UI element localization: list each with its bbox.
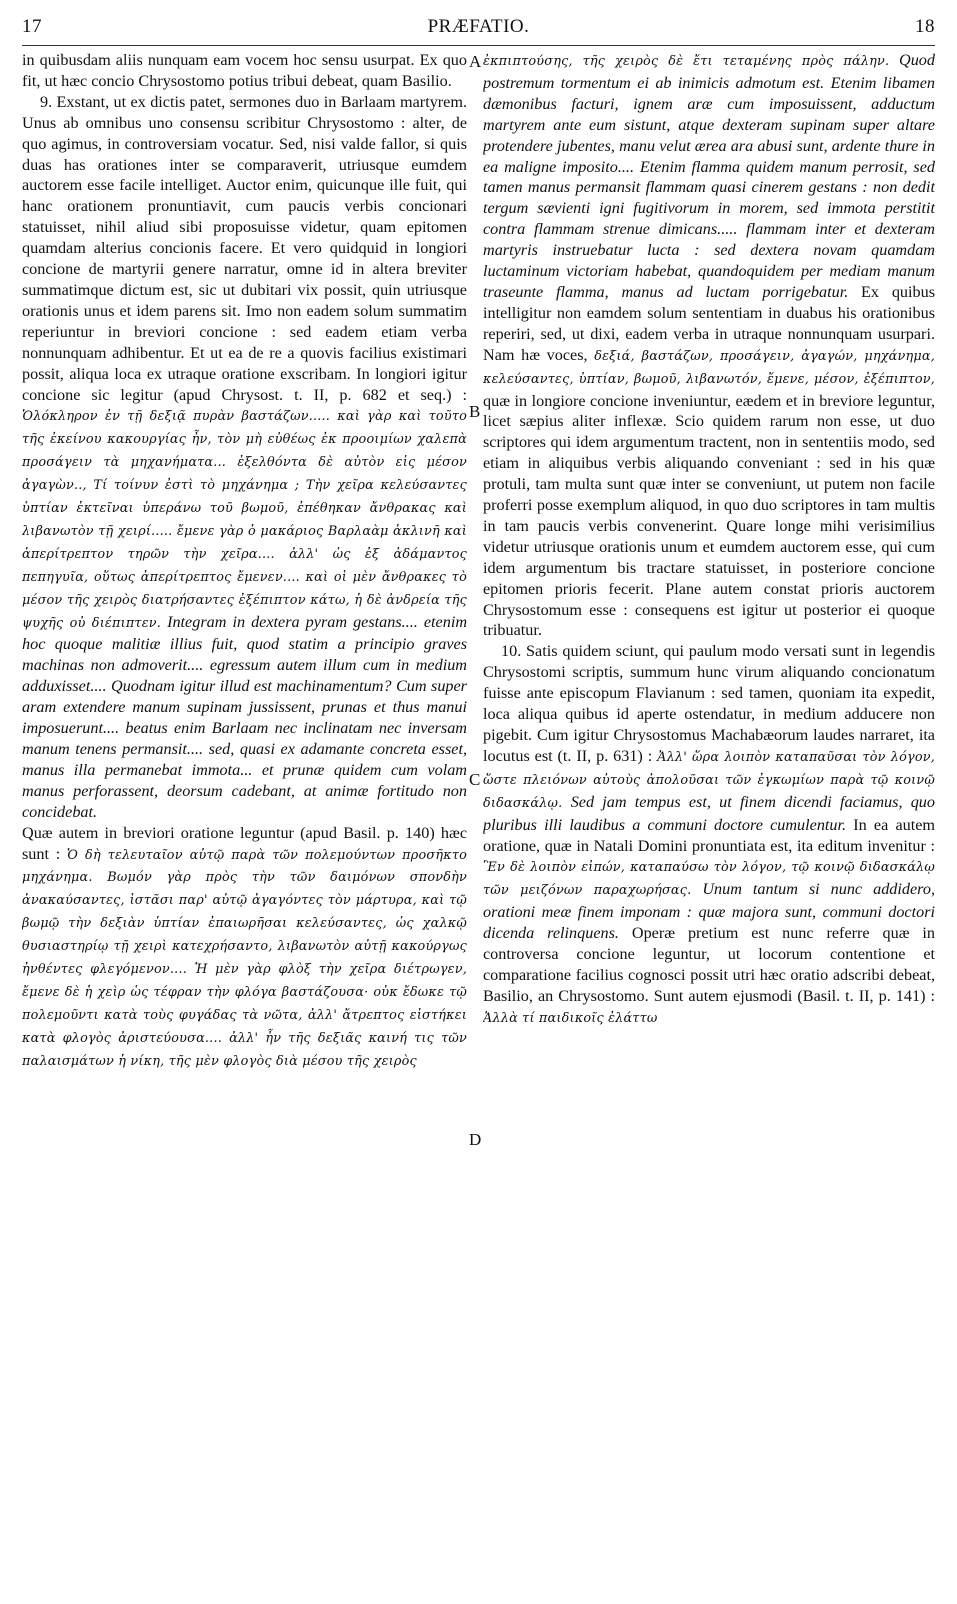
latin-text: 9. Exstant, ut ex dictis patet, sermones duo in Barlaam martyrem. Unus ab omnibus uno consensu scribitur Chrysostomo : alter, de quo agimus, in controversiam vocatur. Sed, nisi valde fallor, si quis duas has orationes inter se comparaverit, utriusque eumdem auctorem esse facile intelliget. Auctor enim, quicunque ille fuit, qui hanc orationem pronuntiavit, cum paucis verbis concionari statuisset, nihil aliud sibi proposuisse videtur, quam epitomen quamdam alterius concionis facere. Et vero quidquid in longiori concione de martyrii genere narratur, omne id in altera breviter summatimque dictum est, sic ut dubitari vix possit, quin utriusque orationis unus et idem parens sit. Imo non eadem solum summatim reperiuntur in breviori concione : sed eadem etiam verba nonnunquam adhibentur. Et ut ea de re a quovis facilius existimari possit, aliqua loca ex utraque oratione exscribam. In longiori igitur concione sic legitur (apud Chrysost. t. II, p. 682 et seq.) :	[22, 92, 467, 404]
header-rule	[22, 45, 935, 46]
latin-translation-longer-oration: Integram in dextera pyram gestans.... etenim hoc quoque malitiæ illius fuit, quod statim a principio graves machinas non admoverit.... egressum autem illum cum in medium adduxisset.... Quodnam igitur illud est machinamentum? Cum super aram extendere manum supinam jussissent, prunas et thus manui imposuerunt.... beatus enim Barlaam nec inclinatam nec inversam manum tenens permansit.... sed, quasi ex adamante concreta esset, manus illa permanebat immota... et prunæ quidem cum volam manus perforassent, deorsum cadebant, at animæ fortitudo non concidebat.	[22, 612, 467, 821]
latin-text: Ex quibus intelligitur non eamdem solum sententiam in duabus his orationibus reperiri, sed, ut dixi, eadem verba in utraque nonnunquam usurpari. Nam hæ voces,	[483, 282, 935, 364]
paragraph-9	[22, 92, 467, 823]
latin-text: 10. Satis quidem sciunt, qui paulum modo versati sunt in legendis Chrysostomi scriptis, summum hunc virum aliquando concionatum fuisse ante episcopum Flavianum : sed tamen, quoniam ita expedit, loca aliqua quibus id aperte ostendatur, in medium adducere non pigebit. Cum igitur Chrysostomus Machabæorum laudes narraret, ita locutus est (t. II, p. 631) :	[483, 642, 935, 765]
running-header	[22, 16, 935, 40]
page-number-left: 17	[22, 16, 42, 37]
paragraph-greek-continuation	[483, 50, 935, 641]
greek-quote-machabaeorum: Ἀλλ' ὥρα λοιπὸν καταπαῦσαι τὸν λόγον, ὥστε πλειόνων αὐτοὺς ἀπολοῦσαι τῶν ἐγκωμίων παρὰ τῷ κοινῷ διδασκάλῳ.	[483, 749, 935, 811]
greek-quote-natali: Ἓν δὲ λοιπὸν εἰπών, καταπαύσω τὸν λόγον, τῷ κοινῷ διδασκάλῳ τῶν μειζόνων παραχωρήσας.	[483, 860, 935, 899]
latin-translation-shorter-oration: Quod postremum tormentum ei ab inimicis admotum est. Etenim libamen dæmonibus facturi, ignem aræ cum imposuissent, adductum martyrem ante eum sistunt, atque dexteram supinam super altare protendere jubentes, manu velut ærea ara abusi sunt, ardente thure in ea maligne imposito.... Etenim flamma quidem manum perrosit, sed tamen manus permansit flammam quasi cinerem gestans : non dedit tergum sævienti igni fugitivorum in morem, sed immota perstitit contra flammam strenue dimicans..... flammam inter et dexteram martyris instruebatur lucta : sed dextera novam quamdam luctaminum victoriam habebat, quandoquidem per mediam manum traseunte flamma, manus ad luctam porrigebatur.	[483, 51, 935, 301]
latin-text: Quæ autem in breviori oratione leguntur (apud Basil. p. 140) hæc sunt :	[22, 823, 467, 863]
greek-quote-basil: Ἀλλὰ τί παιδικοῖς ἐλάττω	[483, 1010, 658, 1026]
page-title: PRÆFATIO.	[427, 16, 530, 37]
greek-quote-shorter-oration: Ὁ δὴ τελευταῖον αὐτῷ παρὰ τῶν πολεμούντων προσῆκτο μηχάνημα. Βωμόν γὰρ πρὸς τὴν τῶν δαιμόνων σπονδὴν ἀνακαύσαντες, ἱστᾶσι παρ' αὐτῷ ἀγαγόντες τὸν μάρτυρα, καὶ τῷ βωμῷ τὴν δεξιὰν ὑπτίαν ἐπαιωρῆσαι κελεύσαντες, ὡς χαλκῷ θυσιαστηρίῳ τῇ χειρὶ κατεχρήσαντο, λιβανωτὸν αὐτῇ κακούργως ἠνθέντες φλεγόμενον.... Ἡ μὲν γὰρ φλὸξ τὴν χεῖρα διέτρωγεν, ἔμενε δὲ ἡ χεὶρ ὡς τέφραν τὴν φλόγα βαστάζουσα· οὐκ ἔδωκε τῷ πολεμοῦντι κατὰ τοὺς φυγάδας τὰ νῶτα, ἀλλ' ἄτρεπτος εἱστήκει κατὰ φλογὸς ἀριστεύουσα.... ἀλλ' ἦν τῆς δεξιᾶς καινή τις τῶν παλαισμάτων ἡ νίκη, τῆς μὲν φλογὸς διὰ μέσου τῆς χειρὸς	[22, 847, 467, 1069]
latin-translation-natali: Unum tantum si nunc addidero, orationi meæ finem imponam : quæ majora sunt, communi doctori dicenda relinquens.	[483, 880, 935, 943]
margin-marker-d: D	[469, 1130, 482, 1149]
latin-text: In ea autem oratione, quæ in Natali Domini pronuntiata est, ita editum invenitur :	[483, 815, 935, 855]
paragraph-breviori	[22, 823, 467, 1073]
greek-quote-longer-oration: Ὁλόκληρον ἐν τῇ δεξιᾷ πυρὰν βαστάζων..... καὶ γὰρ καὶ τοῦτο τῆς ἐκείνου κακουργίας ἦν, τὸν μὴ εὐθέως ἐκ προοιμίων χαλεπὰ προσάγειν τὰ μηχανήματα... ἐξελθόντα δὲ αὐτὸν εἰς μέσον ἀγαγὼν.., Τί τοίνυν ἐστὶ τὸ μηχάνημα ; Τὴν χεῖρα κελεύσαντες ὑπτίαν ἐκτεῖναι ὑπεράνω τοῦ βωμοῦ, ἐπέθηκαν ἄνθρακας καὶ λιβανωτὸν τῇ χειρί..... ἔμενε γὰρ ὁ μακάριος Βαρλαὰμ ἀκλινῆ καὶ ἀπερίτρεπτον τηρῶν τὴν χεῖρα.... ἀλλ' ὡς ἐξ ἀδάμαντος πεπηγυῖα, οὕτως ἀπερίτρεπτος ἔμενεν.... καὶ οἱ μὲν ἄνθρακες τὸ μέσον τῆς χειρὸς διατρήσαντες ἐξέπιπτον κάτω, ἡ δὲ ἀνδρεία τῆς ψυχῆς οὐ διέπιπτεν.	[22, 409, 467, 631]
left-column	[22, 50, 467, 1595]
paragraph-continuation: in quibusdam aliis nunquam eam vocem hoc sensu usurpat. Ex quo fit, ut hæc concio Chrysostomo potius tribui debeat, quam Basilio.	[22, 51, 467, 90]
latin-text: Operæ pretium est nunc referre quæ in controversa concione leguntur, ut locorum contentione et comparatione facilius cognosci possit utri hæc oratio adscribi debeat, Basilio, an Chrysostomo. Sunt autem ejusmodi (Basil. t. II, p. 141) :	[483, 924, 935, 1005]
paragraph-10	[483, 641, 935, 1029]
margin-marker-b: B	[469, 402, 481, 421]
margin-marker-a: A	[469, 52, 482, 71]
margin-marker-c: C	[469, 770, 481, 789]
greek-quote-continuation: ἐκπιπτούσης, τῆς χειρὸς δὲ ἔτι τεταμένης πρὸς πάλην.	[483, 54, 890, 69]
greek-word-list: δεξιά, βαστάζων, προσάγειν, ἀγαγών, μηχάνημα, κελεύσαντες, ὑπτίαν, βωμοῦ, λιβανωτόν, ἔμενε, μέσον, ἐξέπιπτον,	[483, 348, 935, 387]
latin-text: quæ in longiore concione inveniuntur, eædem et in breviore leguntur, licet sæpius aliter inflexæ. Scio quidem rarum non esse, ut duo scriptores qui idem argumentum tractent, non in sententiis modo, sed etiam in aliquibus verbis aliquando conveniant : sed in his quæ protuli, tam multa sunt quæ inter se conveniunt, ut putem non facile proferri posse exemplum aliquod, in quo duo scriptores in tam multis in tam paucis verbis convenerint. Quare longe mihi verisimilius videtur utriusque orationis unum et eumdem auctorem esse, qui cum idem argumentum bis tractare statuisset, in posteriore concione epitomen prioris fecerit. Plane autem constat prioris auctorem Chrysostomum esse : consequens est igitur ut posterior ei quoque tribuatur.	[483, 391, 935, 640]
right-column	[483, 50, 935, 1595]
page-number-right: 18	[915, 16, 935, 37]
latin-translation-machabaeorum: Sed jam tempus est, ut finem dicendi faciamus, quo pluribus illi laudibus a communi doctore cumulentur.	[483, 792, 935, 834]
